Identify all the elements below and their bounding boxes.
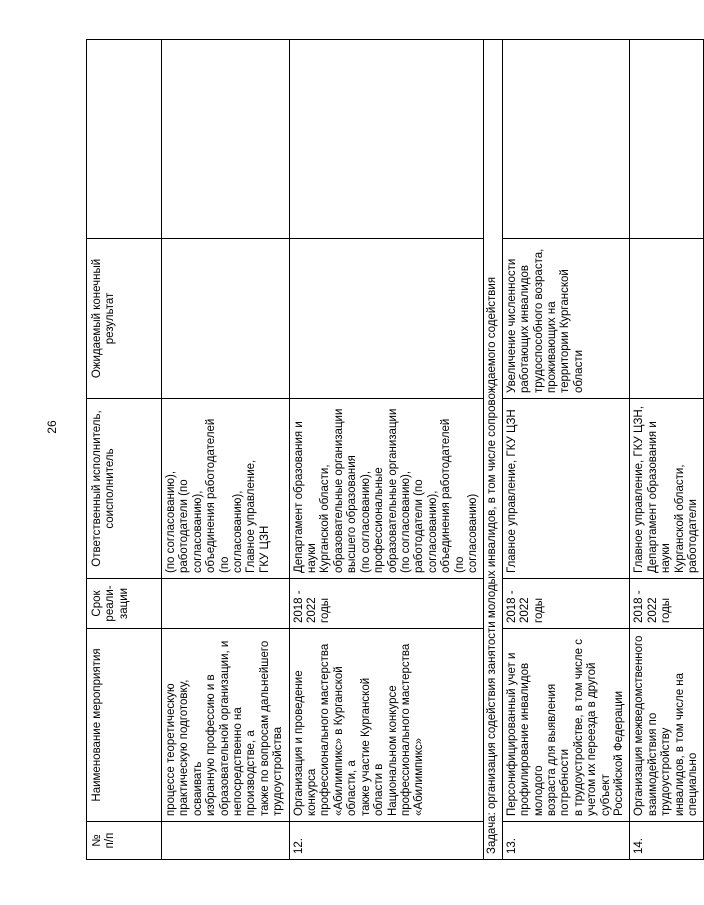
row-result — [162, 239, 290, 399]
row-result — [289, 239, 484, 399]
row-name: процессе теоретическую практическую подготовку, осваивать избранную профессию и в образовательной организации, и непосредственно на производстве, а также по вопросам дальнейшего трудоустройства — [162, 629, 290, 822]
row-result — [630, 239, 704, 399]
page-number: 26 — [45, 420, 59, 434]
header-name: Наименование мероприятия — [87, 629, 162, 822]
header-num: № п/п — [87, 822, 162, 860]
row-name: Организация межведомственного взаимодействия по трудоустройству инвалидов, в том числе на специально — [630, 629, 704, 822]
table-row — [289, 40, 484, 860]
header-term: Срок реали- зации — [87, 579, 162, 629]
table-row — [502, 40, 630, 860]
row-empty-cell — [630, 40, 704, 239]
rotated-table-container — [86, 40, 700, 860]
row-name: Персонифицированный учет и профилирование инвалидов молодого возраста для выявления потребности в трудоустройстве, в том числе с учетом их переезда в другой субъект Российской Федерации — [502, 629, 630, 822]
row-executor: Главное управление, ГКУ ЦЗН, Департамент образования и науки Курганской области, работодатели — [630, 399, 704, 579]
row-num: 14. — [630, 822, 704, 860]
row-num: 13. — [502, 822, 630, 860]
row-empty-cell — [289, 40, 484, 239]
task-text: Задача: организация содействия занятости молодых инвалидов, в том числе сопровождаемого содействия — [484, 40, 502, 860]
row-term — [162, 579, 290, 629]
row-num: 12. — [289, 822, 484, 860]
row-executor: Главное управление, ГКУ ЦЗН — [502, 399, 630, 579]
measures-table — [86, 39, 704, 860]
header-empty-cell — [87, 40, 162, 239]
row-term: 2018 - 2022 годы — [630, 579, 704, 629]
header-result: Ожидаемый конечный результат — [87, 239, 162, 399]
header-row — [87, 40, 162, 860]
row-term: 2018 - 2022 годы — [502, 579, 630, 629]
row-executor: Департамент образования и науки Курганской области, образовательные организации высшего образования (по согласованию), профессиональные образовательные организации (по согласованию), работодатели (по согласованию), объединения работодателей (по согласованию) — [289, 399, 484, 579]
row-name: Организация и проведение конкурса профессионального мастерства «Абилимпикс» в Курганской области, а также участие Курганской области в Национальном конкурсе профессионального мастерства «Абилимпикс» — [289, 629, 484, 822]
table-row — [630, 40, 704, 860]
table-row — [162, 40, 290, 860]
row-num — [162, 822, 290, 860]
row-executor: (по согласованию), работодатели (по согласованию), объединения работодателей (по согласованию), Главное управление, ГКУ ЦЗН — [162, 399, 290, 579]
row-empty-cell — [162, 40, 290, 239]
row-result: Увеличение численности работающих инвалидов трудоспособного возраста, проживающих на территории Курганской области — [502, 239, 630, 399]
row-empty-cell — [502, 40, 630, 239]
header-executor: Ответственный исполнитель, соисполнитель — [87, 399, 162, 579]
task-row — [484, 40, 502, 860]
row-term: 2018 - 2022 годы — [289, 579, 484, 629]
